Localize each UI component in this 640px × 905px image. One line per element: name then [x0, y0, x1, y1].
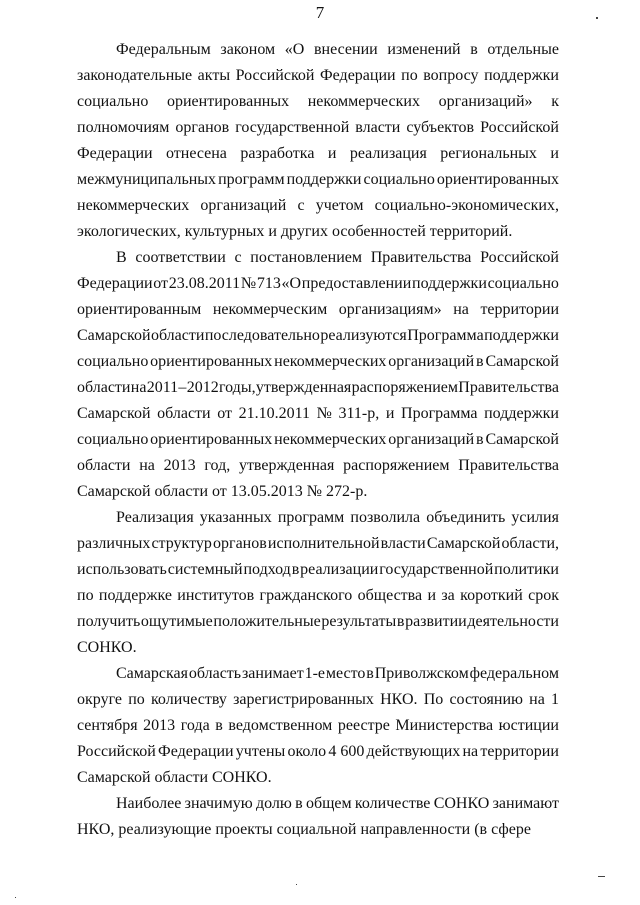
word: предоставлении	[301, 275, 412, 292]
word: сентября	[77, 717, 138, 734]
word: в	[366, 665, 374, 682]
word: постановлением	[250, 249, 362, 266]
word: и	[427, 587, 437, 604]
word: усилия	[511, 509, 559, 526]
word: по	[401, 67, 418, 84]
word: реализации	[300, 561, 379, 578]
word: в	[291, 561, 300, 578]
word: года	[180, 717, 210, 734]
word: территории	[480, 301, 559, 318]
scan-speck	[598, 876, 605, 877]
word: экологических,	[77, 223, 181, 240]
word: деятельности	[467, 613, 559, 630]
word: распоряжением	[351, 379, 458, 396]
word: получить	[77, 613, 141, 630]
paragraph-first-line	[77, 791, 559, 817]
word: Самарской	[77, 327, 151, 344]
paragraph-line	[77, 635, 559, 661]
paragraph-line	[77, 193, 559, 219]
word: социально	[77, 93, 149, 110]
word: 1	[551, 691, 559, 708]
word: указанных	[199, 509, 272, 526]
word: в	[396, 613, 405, 630]
word: проекты	[215, 821, 273, 838]
word: ощутимые	[140, 613, 213, 630]
word: Российской	[480, 119, 559, 136]
paragraph-line	[77, 609, 559, 635]
word: количестве	[354, 795, 431, 812]
word: Самарской	[77, 483, 151, 500]
word: социально	[363, 171, 435, 188]
word: социально	[487, 275, 559, 292]
word: разработка	[240, 145, 315, 162]
word: 2012	[186, 379, 219, 396]
word: «О	[284, 41, 305, 58]
word: изменений	[387, 41, 461, 58]
word: Российской	[77, 743, 156, 760]
word: 13.05.2013	[230, 483, 303, 500]
paragraph	[77, 245, 559, 505]
word: территории	[480, 743, 559, 760]
word: и	[327, 145, 337, 162]
word: учетом	[315, 197, 364, 214]
paragraph-line	[77, 583, 559, 609]
word: последовательно	[204, 327, 320, 344]
word: Федерации	[77, 275, 153, 292]
paragraph-line	[77, 115, 559, 141]
word: В	[116, 249, 127, 266]
word: область	[188, 665, 242, 682]
word: количеству	[150, 691, 227, 708]
word: исполнительной	[267, 535, 380, 552]
word: соответствии	[135, 249, 226, 266]
word: на	[453, 301, 469, 318]
word: территорий.	[429, 223, 513, 240]
word: и	[550, 145, 559, 162]
word: реализуются	[320, 327, 407, 344]
word: 4 600	[328, 743, 365, 760]
word: (в	[474, 821, 488, 838]
word: от	[153, 275, 169, 292]
word: субъектов	[406, 119, 475, 136]
paragraph-line	[77, 271, 559, 297]
word: политики	[494, 561, 559, 578]
paragraph-line	[77, 63, 559, 89]
word: утвержденная	[238, 457, 335, 474]
word: поддержки	[286, 171, 362, 188]
word: 1-е	[304, 665, 326, 682]
word: ориентированных	[166, 93, 290, 110]
word: состоянию	[449, 691, 523, 708]
word: внесении	[313, 41, 378, 58]
paragraph-line	[77, 89, 559, 115]
word: Самарской	[426, 535, 501, 552]
word: власти	[355, 119, 401, 136]
word: «О	[281, 275, 302, 292]
word: годы,	[218, 379, 256, 396]
paragraph-line	[77, 219, 559, 245]
word: СОНКО.	[212, 769, 272, 786]
word: организаций»	[438, 93, 533, 110]
word: Министерства	[395, 717, 494, 734]
word: некоммерческих	[307, 93, 420, 110]
paragraph-line	[77, 531, 559, 557]
scan-speck	[596, 17, 598, 19]
word: Самарской	[77, 405, 151, 422]
paragraph	[77, 661, 559, 791]
paragraph-line	[77, 375, 559, 401]
word: учтены	[235, 743, 286, 760]
word: позволила	[350, 509, 421, 526]
paragraph-line	[77, 817, 559, 843]
word: утвержденная	[255, 379, 352, 396]
word: на	[130, 379, 147, 396]
word: области	[77, 457, 131, 474]
word: Российской	[235, 67, 315, 84]
word: Самарской	[77, 769, 151, 786]
word: Правительства	[458, 379, 559, 396]
word: 21.10.2011	[238, 405, 311, 422]
word: 713	[256, 275, 281, 292]
word: области	[157, 405, 211, 422]
word: объединить	[426, 509, 506, 526]
document-body	[77, 37, 559, 843]
word: области,	[501, 535, 559, 552]
word: области	[154, 769, 208, 786]
word: программ	[218, 171, 285, 188]
word: Правительства	[370, 249, 472, 266]
word: реализующие	[118, 821, 212, 838]
paragraph-line	[77, 687, 559, 713]
word: Самарской	[485, 431, 559, 448]
word: от	[217, 405, 232, 422]
paragraph-line	[77, 141, 559, 167]
word: на	[529, 691, 545, 708]
word: органов	[213, 535, 267, 552]
word: около	[287, 743, 327, 760]
word: социальной	[276, 821, 357, 838]
word: отнесена	[166, 145, 227, 162]
word: области	[77, 379, 131, 396]
word: к	[551, 93, 559, 110]
word: НКО,	[77, 821, 115, 838]
word: результаты	[321, 613, 397, 630]
word: поддержки	[484, 327, 559, 344]
word: Федерации	[77, 145, 153, 162]
paragraph-first-line	[77, 37, 559, 63]
word: Самарской	[485, 353, 559, 370]
word: №	[306, 483, 323, 500]
word: СОНКО	[433, 795, 490, 812]
word: 2013	[163, 457, 196, 474]
word: в	[476, 353, 484, 370]
word: действующих	[366, 743, 461, 760]
word: органов	[175, 119, 230, 136]
word: Реализация	[116, 509, 194, 526]
word: Федерации	[158, 743, 234, 760]
word: и	[268, 223, 277, 240]
word: Приволжском	[374, 665, 469, 682]
word: от	[212, 483, 227, 500]
word: Наиболее	[116, 795, 182, 812]
word: занимают	[492, 795, 559, 812]
word: поддержки	[484, 405, 559, 422]
word: срок	[528, 587, 559, 604]
word: на	[462, 743, 479, 760]
page-number: 7	[315, 3, 325, 22]
word: некоммерческих	[77, 197, 190, 214]
word: По	[423, 691, 444, 708]
word: институтов	[177, 587, 255, 604]
paragraph-line	[77, 479, 559, 505]
word: социально	[77, 353, 149, 370]
paragraph-line	[77, 167, 559, 193]
word: гражданского	[259, 587, 353, 604]
word: распоряжением	[343, 457, 450, 474]
word: области	[154, 483, 208, 500]
word: НКО.	[380, 691, 418, 708]
word: системный	[167, 561, 243, 578]
word: по	[77, 587, 94, 604]
word: поддержки	[484, 67, 559, 84]
paragraph-line	[77, 557, 559, 583]
word: различных	[77, 535, 151, 552]
word: с	[297, 197, 305, 214]
word: использовать	[77, 561, 167, 578]
word: Правительства	[458, 457, 559, 474]
word: реализация	[349, 145, 427, 162]
word: организаций	[388, 353, 475, 370]
word: реестре	[337, 717, 390, 734]
word: долю	[255, 795, 292, 812]
word: законодательные	[77, 67, 193, 84]
word: положительные	[213, 613, 321, 630]
word: в	[470, 41, 478, 58]
word: Программа	[407, 327, 484, 344]
word: сфере	[491, 821, 531, 838]
word: других	[280, 223, 328, 240]
word: некоммерческим	[212, 301, 328, 318]
word: юстиции	[498, 717, 559, 734]
paragraph-first-line	[77, 245, 559, 271]
word: некоммерческих	[274, 353, 387, 370]
word: в	[295, 795, 303, 812]
word: округе	[77, 691, 123, 708]
paragraph-line	[77, 349, 559, 375]
word: ориентированных	[150, 353, 273, 370]
paragraph	[77, 505, 559, 661]
word: области	[150, 327, 205, 344]
word: 2011	[146, 379, 179, 396]
word: структур	[151, 535, 212, 552]
word: №	[240, 275, 257, 292]
word: общем	[305, 795, 352, 812]
word: ориентированных	[150, 431, 273, 448]
word: с	[234, 249, 242, 266]
word: Самарская	[116, 665, 188, 682]
word: 23.08.2011	[168, 275, 241, 292]
word: акты	[197, 67, 231, 84]
word: ориентированным	[77, 301, 202, 318]
word: полномочиям	[77, 119, 170, 136]
word: законом	[220, 41, 276, 58]
word: подход	[243, 561, 291, 578]
paragraph-first-line	[77, 505, 559, 531]
word: поддержке	[98, 587, 172, 604]
word: организациям»	[338, 301, 442, 318]
word: власти	[380, 535, 426, 552]
word: организаций	[388, 431, 475, 448]
word: государственной	[235, 119, 350, 136]
paragraph-line	[77, 297, 559, 323]
word: в	[476, 431, 484, 448]
word: общества	[357, 587, 423, 604]
word: по	[128, 691, 145, 708]
paragraph-line	[77, 713, 559, 739]
word: занимает	[241, 665, 304, 682]
word: некоммерческих	[274, 431, 387, 448]
paragraph-first-line	[77, 661, 559, 687]
word: и	[385, 405, 395, 422]
word: №	[316, 405, 332, 422]
word: –	[178, 379, 187, 396]
word: 2013	[143, 717, 176, 734]
word: ведомственном	[228, 717, 333, 734]
word: социально	[77, 431, 149, 448]
word: поддержки	[412, 275, 487, 292]
word: СОНКО.	[77, 639, 137, 656]
word: организаций	[200, 197, 287, 214]
word: 272-р.	[326, 483, 368, 500]
word: место	[325, 665, 366, 682]
paragraph-line	[77, 453, 559, 479]
paragraph	[77, 791, 559, 843]
paragraph-line	[77, 427, 559, 453]
word: программ	[277, 509, 345, 526]
word: социально-экономических,	[374, 197, 559, 214]
word: короткий	[460, 587, 523, 604]
word: зарегистрированных	[233, 691, 374, 708]
paragraph-line	[77, 401, 559, 427]
word: государственной	[379, 561, 494, 578]
word: ориентированных	[436, 171, 559, 188]
word: культурных	[184, 223, 265, 240]
paragraph-line	[77, 765, 559, 791]
scan-speck	[15, 897, 16, 898]
scan-speck	[296, 884, 297, 885]
word: Федерации	[320, 67, 396, 84]
word: 311-р,	[338, 405, 380, 422]
word: значимую	[184, 795, 253, 812]
word: Российской	[480, 249, 559, 266]
word: развитии	[405, 613, 467, 630]
word: особенностей	[331, 223, 426, 240]
paragraph-line	[77, 323, 559, 349]
word: федеральном	[469, 665, 559, 682]
word: отдельные	[487, 41, 559, 58]
paragraph	[77, 37, 559, 245]
word: вопросу	[423, 67, 479, 84]
word: межмуниципальных	[77, 171, 217, 188]
word: в	[215, 717, 223, 734]
paragraph-line	[77, 739, 559, 765]
word: региональных	[440, 145, 537, 162]
word: Программа	[401, 405, 478, 422]
word: год,	[204, 457, 231, 474]
word: Федеральным	[116, 41, 211, 58]
word: направленности	[360, 821, 471, 838]
word: за	[441, 587, 455, 604]
word: на	[139, 457, 155, 474]
